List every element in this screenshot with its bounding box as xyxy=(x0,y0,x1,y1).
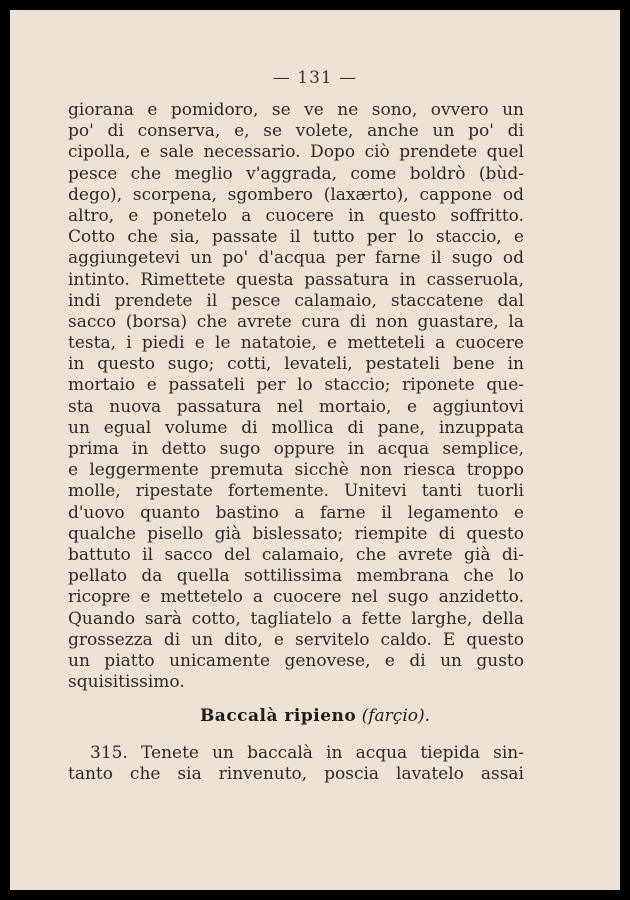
text-line: battuto il sacco del calamaio, che avrete già di- xyxy=(68,544,524,565)
text-line: altro, e ponetelo a cuocere in questo soffritto. xyxy=(68,205,524,226)
text-line: un egual volume di mollica di pane, inzuppata xyxy=(68,417,524,438)
text-line: dego), scorpena, sgombero (laxærto), cappone od xyxy=(68,184,524,205)
text-line: indi prendete il pesce calamaio, staccatene dal xyxy=(68,290,524,311)
recipe-heading xyxy=(10,706,620,726)
recipe-title: Baccalà ripieno xyxy=(199,706,357,726)
text-line: ricopre e mettetelo a cuocere nel sugo anzidetto. xyxy=(68,587,524,608)
recipe-315 xyxy=(68,743,524,785)
text-line: e leggermente premuta sicchè non riesca troppo xyxy=(68,460,524,481)
text-line: po' di conserva, e, se volete, anche un po' di xyxy=(68,121,524,142)
text-line: 315. Tenete un baccalà in acqua tiepida sin- xyxy=(90,743,524,763)
text-line: grossezza di un dito, e servitelo caldo. E questo xyxy=(68,629,524,650)
text-line: d'uovo quanto bastino a farne il legamento e xyxy=(68,502,524,523)
text-line: molle, ripestate fortemente. Unitevi tanti tuorli xyxy=(68,481,524,502)
text-line: Quando sarà cotto, tagliatelo a fette larghe, della xyxy=(68,608,524,629)
text-line: pellato da quella sottilissima membrana che lo xyxy=(68,566,524,587)
text-line: giorana e pomidoro, se ve ne sono, ovvero un xyxy=(68,100,524,120)
text-line: pesce che meglio v'aggrada, come boldrò (bùd- xyxy=(68,163,524,184)
text-line: Cotto che sia, passate il tutto per lo staccio, e xyxy=(68,227,524,248)
recipe-dialect-name: (farçio). xyxy=(361,706,431,726)
text-line: prima in detto sugo oppure in acqua semplice, xyxy=(68,439,524,459)
text-line: aggiungetevi un po' d'acqua per farne il sugo od xyxy=(68,248,524,269)
text-line: un piatto unicamente genovese, e di un gusto xyxy=(68,650,524,671)
text-line: squisitissimo. xyxy=(68,672,185,693)
text-line: sacco (borsa) che avrete cura di non guastare, la xyxy=(68,311,524,332)
page-number: — 131 — xyxy=(272,68,358,88)
text-line: qualche pisello già bislessato; riempite di questo xyxy=(68,523,524,544)
recipe-paragraph xyxy=(68,100,524,693)
book-page xyxy=(10,10,620,890)
text-line: mortaio e passateli per lo staccio; riponete que- xyxy=(68,375,524,396)
text-line: in questo sugo; cotti, levateli, pestateli bene in xyxy=(68,354,524,375)
text-line: testa, i piedi e le natatoie, e metteteli a cuocere xyxy=(68,333,524,354)
text-line: intinto. Rimettete questa passatura in casseruola, xyxy=(68,269,524,290)
text-line: sta nuova passatura nel mortaio, e aggiuntovi xyxy=(68,396,524,417)
text-line: cipolla, e sale necessario. Dopo ciò prendete quel xyxy=(68,142,524,163)
text-line: tanto che sia rinvenuto, poscia lavatelo assai xyxy=(68,764,524,785)
